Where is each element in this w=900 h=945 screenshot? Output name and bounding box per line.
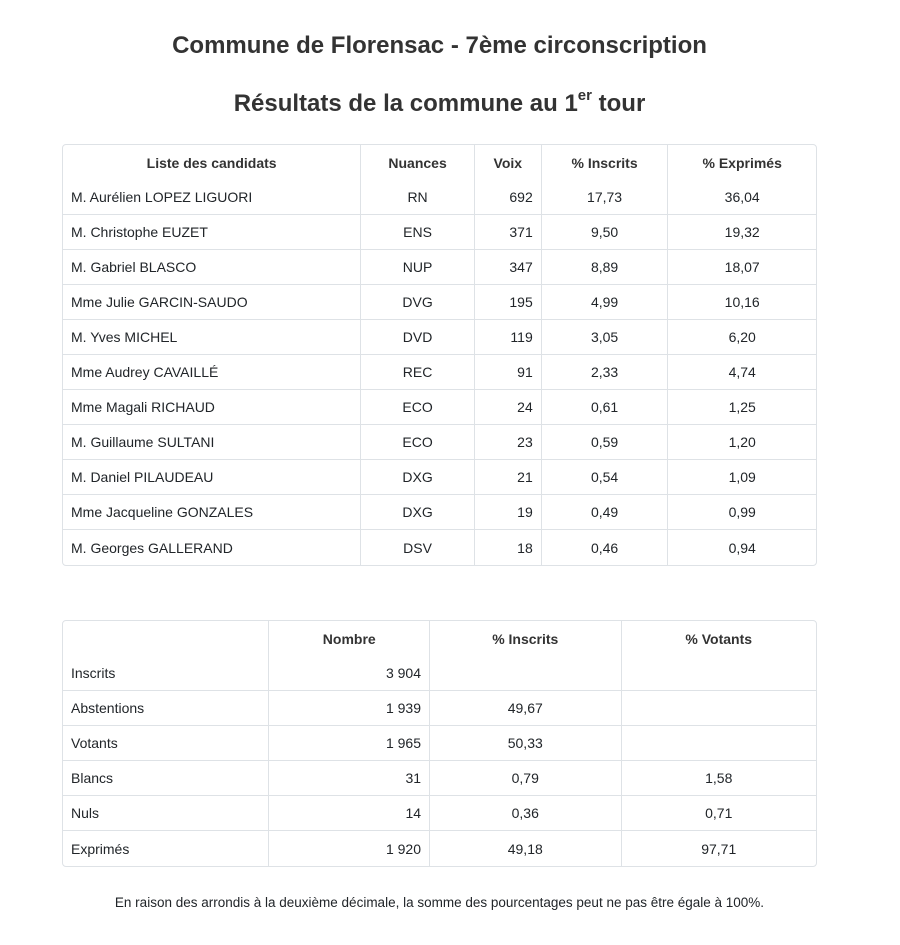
label-cell: Abstentions: [63, 691, 269, 726]
pct-exprimes-cell: 36,04: [668, 180, 816, 215]
pct-votants-cell: [622, 656, 817, 691]
pct-inscrits-cell: 50,33: [430, 726, 621, 761]
nuance-cell: REC: [361, 355, 475, 390]
nuance-cell: DXG: [361, 495, 475, 530]
pct-exprimes-cell: 1,25: [668, 390, 816, 425]
nuance-cell: DSV: [361, 530, 475, 565]
pct-exprimes-cell: 4,74: [668, 355, 816, 390]
pct-votants-cell: [622, 691, 817, 726]
nombre-cell: 1 965: [269, 726, 430, 761]
voix-cell: 195: [475, 285, 542, 320]
pct-inscrits-cell: 0,61: [542, 390, 669, 425]
table-row: [63, 425, 816, 460]
pct-inscrits-cell: 49,67: [430, 691, 621, 726]
label-cell: Inscrits: [63, 656, 269, 691]
nuance-cell: DVD: [361, 320, 475, 355]
candidate-name-cell: Mme Audrey CAVAILLÉ: [63, 355, 361, 390]
pct-inscrits-cell: 17,73: [542, 180, 669, 215]
candidate-name-cell: M. Aurélien LOPEZ LIGUORI: [63, 180, 361, 215]
nuance-cell: NUP: [361, 250, 475, 285]
candidates-header-row: [63, 145, 816, 180]
col-header-pct-exprimes: % Exprimés: [702, 154, 782, 171]
table-row: [63, 215, 816, 250]
table-row: [63, 180, 816, 215]
candidate-name-cell: M. Daniel PILAUDEAU: [63, 460, 361, 495]
candidate-name-cell: M. Gabriel BLASCO: [63, 250, 361, 285]
pct-exprimes-cell: 19,32: [668, 215, 816, 250]
voix-cell: 371: [475, 215, 542, 250]
voix-cell: 24: [475, 390, 542, 425]
pct-votants-cell: 1,58: [622, 761, 817, 796]
voix-cell: 19: [475, 495, 542, 530]
pct-inscrits-cell: 0,79: [430, 761, 621, 796]
table-row: [63, 726, 816, 761]
subtitle-superscript: er: [577, 87, 592, 104]
nuance-cell: ENS: [361, 215, 475, 250]
label-cell: Blancs: [63, 761, 269, 796]
voix-cell: 23: [475, 425, 542, 460]
candidate-name-cell: M. Guillaume SULTANI: [63, 425, 361, 460]
table-row: [63, 530, 816, 565]
nombre-cell: 14: [269, 796, 430, 831]
voix-cell: 119: [475, 320, 542, 355]
pct-exprimes-cell: 0,94: [728, 539, 756, 556]
pct-votants-cell: 0,71: [622, 796, 817, 831]
subtitle-main: Résultats de la commune au 1: [233, 90, 578, 117]
candidate-name-cell: M. Yves MICHEL: [63, 320, 361, 355]
candidate-name-cell: M. Georges GALLERAND: [63, 530, 361, 565]
pct-exprimes-cell: 10,16: [668, 285, 816, 320]
candidate-name-cell: Mme Julie GARCIN-SAUDO: [63, 285, 361, 320]
pct-inscrits-cell: 0,54: [542, 460, 669, 495]
col-header-nombre: Nombre: [269, 621, 430, 656]
pct-inscrits-cell: 0,59: [542, 425, 669, 460]
pct-exprimes-cell: 6,20: [668, 320, 816, 355]
pct-inscrits-cell: 0,36: [430, 796, 621, 831]
pct-exprimes-cell: 1,20: [668, 425, 816, 460]
nombre-cell: 1 939: [269, 691, 430, 726]
pct-exprimes-cell: 1,09: [668, 460, 816, 495]
table-row: [63, 285, 816, 320]
nombre-cell: 1 920: [269, 831, 430, 866]
col-header-pct-votants: % Votants: [685, 630, 753, 647]
nuance-cell: ECO: [361, 390, 475, 425]
nuance-cell: RN: [361, 180, 475, 215]
voix-cell: 347: [475, 250, 542, 285]
pct-exprimes-cell: 18,07: [668, 250, 816, 285]
nuance-cell: DVG: [361, 285, 475, 320]
results-subtitle: [0, 87, 879, 118]
label-cell: Nuls: [63, 796, 269, 831]
col-header-pct-inscrits: % Inscrits: [542, 145, 669, 180]
pct-inscrits-cell: 4,99: [542, 285, 669, 320]
table-row: [63, 320, 816, 355]
pct-inscrits-cell: [430, 656, 621, 691]
label-cell: Exprimés: [63, 831, 269, 866]
table-row: [63, 495, 816, 530]
pct-inscrits-cell: 8,89: [542, 250, 669, 285]
col-header-candidates: Liste des candidats: [63, 145, 361, 180]
candidate-name-cell: Mme Magali RICHAUD: [63, 390, 361, 425]
col-header-pct-inscrits: % Inscrits: [430, 621, 621, 656]
pct-exprimes-cell: 0,99: [668, 495, 816, 530]
voix-cell: 91: [475, 355, 542, 390]
col-header-empty: [63, 621, 269, 656]
col-header-nuances: Nuances: [361, 145, 475, 180]
table-row: [63, 691, 816, 726]
pct-votants-cell: 97,71: [701, 840, 737, 857]
table-row: [63, 460, 816, 495]
table-row: [63, 355, 816, 390]
pct-inscrits-cell: 2,33: [542, 355, 669, 390]
candidate-name-cell: M. Christophe EUZET: [63, 215, 361, 250]
candidate-name-cell: Mme Jacqueline GONZALES: [63, 495, 361, 530]
pct-inscrits-cell: 0,46: [542, 530, 669, 565]
summary-table: [62, 620, 817, 867]
table-row: [63, 796, 816, 831]
table-row: [63, 831, 816, 866]
nombre-cell: 3 904: [269, 656, 430, 691]
candidates-table: [62, 144, 817, 566]
col-header-voix: Voix: [475, 145, 542, 180]
label-cell: Votants: [63, 726, 269, 761]
table-row: [63, 390, 816, 425]
pct-inscrits-cell: 9,50: [542, 215, 669, 250]
summary-header-row: [63, 621, 816, 656]
table-row: [63, 761, 816, 796]
nombre-cell: 31: [269, 761, 430, 796]
page-title: Commune de Florensac - 7ème circonscription: [172, 32, 707, 59]
footnote: En raison des arrondis à la deuxième décimale, la somme des pourcentages peut ne pas être égale à 100%.: [114, 895, 765, 910]
voix-cell: 21: [475, 460, 542, 495]
voix-cell: 18: [475, 530, 542, 565]
pct-inscrits-cell: 49,18: [430, 831, 621, 866]
nuance-cell: DXG: [361, 460, 475, 495]
subtitle-end: tour: [591, 90, 646, 117]
pct-inscrits-cell: 3,05: [542, 320, 669, 355]
nuance-cell: ECO: [361, 425, 475, 460]
pct-inscrits-cell: 0,49: [542, 495, 669, 530]
table-row: [63, 250, 816, 285]
voix-cell: 692: [475, 180, 542, 215]
pct-votants-cell: [622, 726, 817, 761]
table-row: [63, 656, 816, 691]
